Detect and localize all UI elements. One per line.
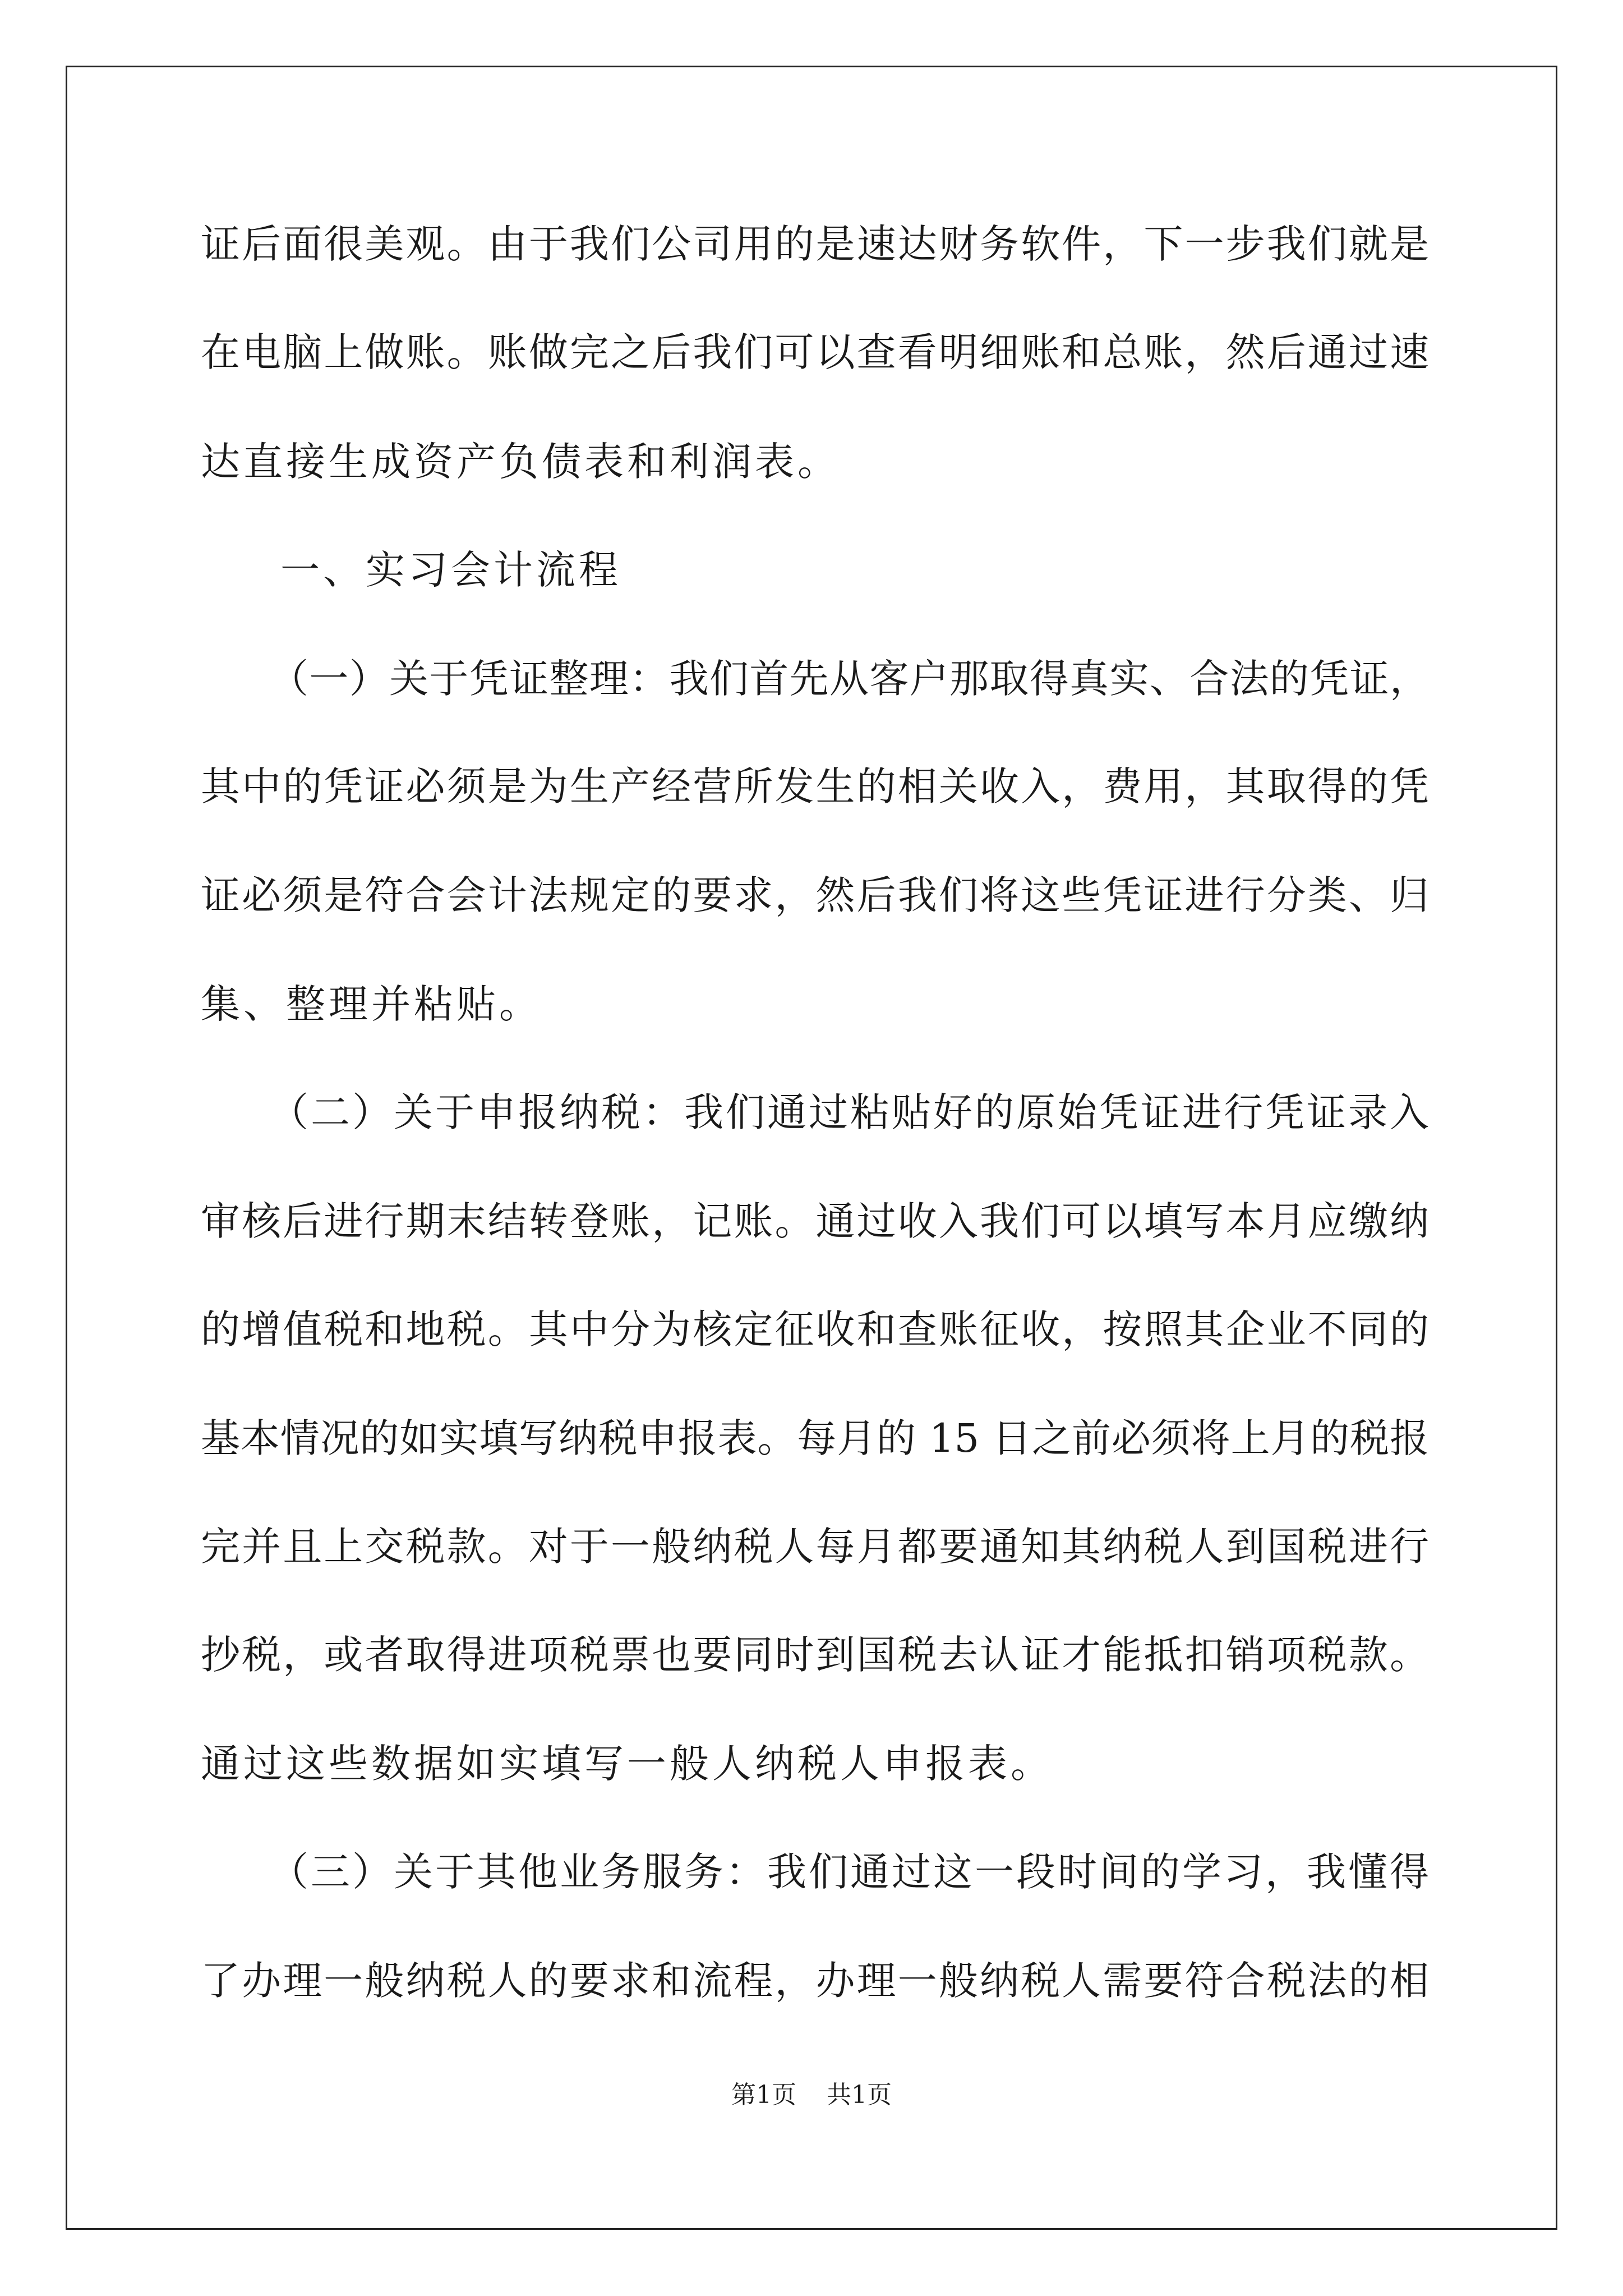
text-line: 其中的凭证必须是为生产经营所发生的相关收入，费用，其取得的凭 bbox=[201, 763, 1429, 809]
page-footer bbox=[0, 2078, 1623, 2112]
text-line: 通过这些数据如实填写一般人纳税人申报表。 bbox=[201, 1741, 1053, 1787]
page-number-current: 第1页 bbox=[731, 2081, 796, 2109]
text-line: 完并且上交税款。对于一般纳税人每月都要通知其纳税人到国税进行 bbox=[201, 1524, 1429, 1570]
text-line: 了办理一般纳税人的要求和流程，办理一般纳税人需要符合税法的相 bbox=[201, 1958, 1429, 2004]
text-line: （一）关于凭证整理：我们首先从客户那取得真实、合法的凭证， bbox=[269, 656, 1429, 702]
text-line: 集、整理并粘贴。 bbox=[201, 981, 542, 1027]
page-border bbox=[66, 66, 1557, 2230]
section-heading: 一、实习会计流程 bbox=[280, 547, 621, 593]
text-line: 抄税，或者取得进项税票也要同时到国税去认证才能抵扣销项税款。 bbox=[201, 1632, 1429, 1678]
text-line: 的增值税和地税。其中分为核定征收和查账征收，按照其企业不同的 bbox=[201, 1306, 1429, 1352]
text-line: （三）关于其他业务服务：我们通过这一段时间的学习，我懂得 bbox=[269, 1849, 1429, 1895]
text-line: 审核后进行期末结转登账，记账。通过收入我们可以填写本月应缴纳 bbox=[201, 1198, 1429, 1244]
text-line: 达直接生成资产负债表和利润表。 bbox=[201, 439, 840, 485]
page-number-total: 共1页 bbox=[827, 2081, 892, 2109]
text-line: （二）关于申报纳税：我们通过粘贴好的原始凭证进行凭证录入 bbox=[269, 1089, 1429, 1135]
text-line: 证后面很美观。由于我们公司用的是速达财务软件，下一步我们就是 bbox=[201, 221, 1429, 267]
text-line: 证必须是符合会计法规定的要求，然后我们将这些凭证进行分类、归 bbox=[201, 872, 1429, 918]
text-line: 基本情况的如实填写纳税申报表。每月的 15 日之前必须将上月的税报 bbox=[201, 1415, 1429, 1461]
text-line: 在电脑上做账。账做完之后我们可以查看明细账和总账，然后通过速 bbox=[201, 329, 1429, 375]
